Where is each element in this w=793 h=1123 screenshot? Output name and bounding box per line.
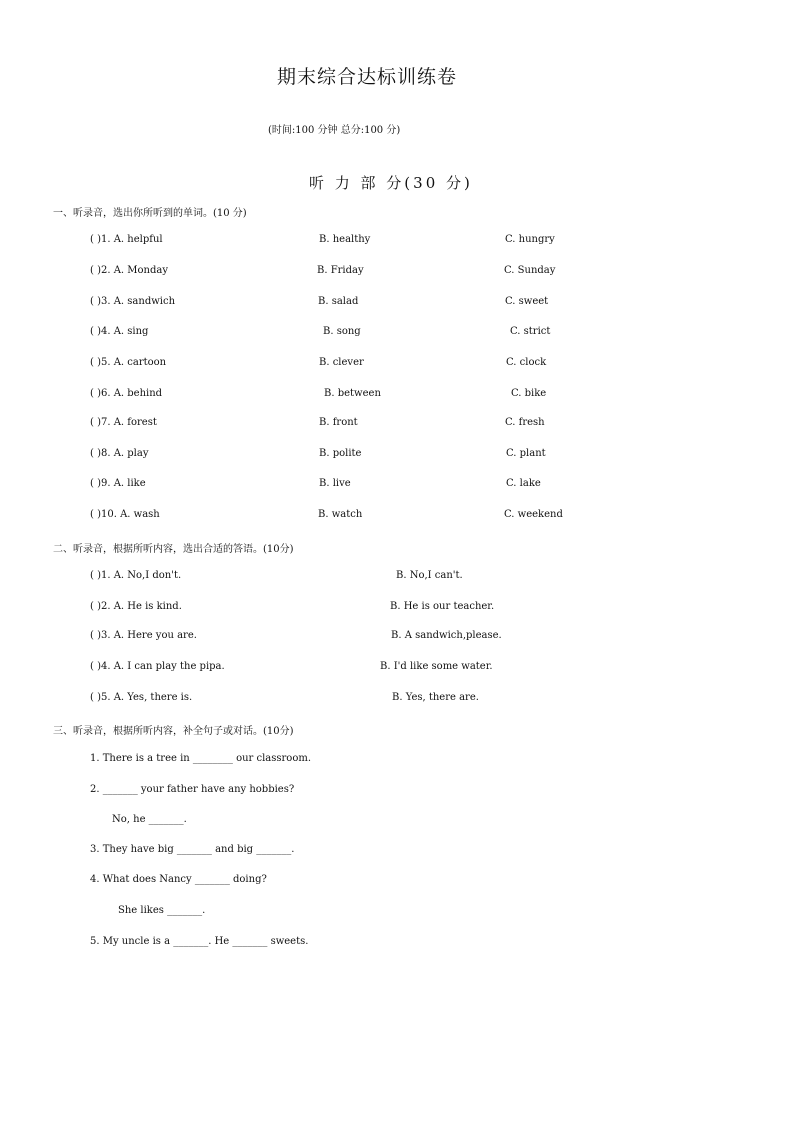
section-3-heading: 三、听录音，根据所听内容，补全句子或对话。(10分) xyxy=(53,726,294,737)
s1-q2: ( )2. A. Monday xyxy=(90,265,168,276)
s1-q5: ( )5. A. cartoon xyxy=(90,357,167,368)
s3-line-1: 1. There is a tree in ________ our classroom. xyxy=(90,753,312,764)
s2-q3-option-b: B. A sandwich,please. xyxy=(391,630,502,641)
s1-q4-option-c: C. strict xyxy=(510,326,551,337)
s1-q6-option-b: B. between xyxy=(324,388,381,399)
s1-q9-option-b: B. live xyxy=(319,478,351,489)
s1-q9: ( )9. A. like xyxy=(90,478,146,489)
s3-line-5: 5. My uncle is a _______. He _______ sweets. xyxy=(90,936,309,947)
exam-info: (时间:100 分钟 总分:100 分) xyxy=(268,125,401,136)
s1-q3: ( )3. A. sandwich xyxy=(90,296,176,307)
s1-q8-option-b: B. polite xyxy=(319,448,362,459)
s1-q6: ( )6. A. behind xyxy=(90,388,163,399)
part-title: 听 力 部 分(30 分) xyxy=(309,174,473,192)
s3-line-2-answer: No, he _______. xyxy=(112,814,187,825)
s2-q2-option-b: B. He is our teacher. xyxy=(390,601,495,612)
s1-q5-option-b: B. clever xyxy=(319,357,364,368)
s1-q7-option-c: C. fresh xyxy=(505,417,545,428)
s1-q10: ( )10. A. wash xyxy=(90,509,160,520)
section-2-heading: 二、听录音，根据所听内容，选出合适的答语。(10分) xyxy=(53,544,294,555)
s2-q4: ( )4. A. I can play the pipa. xyxy=(90,661,225,672)
s2-q5: ( )5. A. Yes, there is. xyxy=(90,692,193,703)
section-1-heading: 一、听录音，选出你所听到的单词。(10 分) xyxy=(53,208,247,219)
s2-q5-option-b: B. Yes, there are. xyxy=(392,692,479,703)
s3-line-2: 2. _______ your father have any hobbies? xyxy=(90,784,295,795)
s2-q4-option-b: B. I'd like some water. xyxy=(380,661,493,672)
s3-line-4: 4. What does Nancy _______ doing? xyxy=(90,874,267,885)
s1-q3-option-c: C. sweet xyxy=(505,296,549,307)
s1-q7: ( )7. A. forest xyxy=(90,417,157,428)
s1-q5-option-c: C. clock xyxy=(506,357,547,368)
s1-q1: ( )1. A. helpful xyxy=(90,234,163,245)
s1-q2-option-c: C. Sunday xyxy=(504,265,556,276)
s1-q9-option-c: C. lake xyxy=(506,478,541,489)
s2-q3: ( )3. A. Here you are. xyxy=(90,630,197,641)
s1-q4-option-b: B. song xyxy=(323,326,361,337)
s1-q7-option-b: B. front xyxy=(319,417,358,428)
s1-q10-option-c: C. weekend xyxy=(504,509,563,520)
s1-q1-option-b: B. healthy xyxy=(319,234,371,245)
s1-q3-option-b: B. salad xyxy=(318,296,359,307)
s1-q2-option-b: B. Friday xyxy=(317,265,364,276)
s3-line-3: 3. They have big _______ and big _______. xyxy=(90,844,295,855)
s1-q8: ( )8. A. play xyxy=(90,448,149,459)
s1-q8-option-c: C. plant xyxy=(506,448,546,459)
s2-q1-option-b: B. No,I can't. xyxy=(396,570,463,581)
s1-q10-option-b: B. watch xyxy=(318,509,363,520)
s1-q4: ( )4. A. sing xyxy=(90,326,149,337)
s1-q6-option-c: C. bike xyxy=(511,388,547,399)
s3-line-4-answer: She likes _______. xyxy=(118,905,206,916)
s2-q1: ( )1. A. No,I don't. xyxy=(90,570,182,581)
s1-q1-option-c: C. hungry xyxy=(505,234,555,245)
page-title: 期末综合达标训练卷 xyxy=(277,66,458,88)
s2-q2: ( )2. A. He is kind. xyxy=(90,601,182,612)
